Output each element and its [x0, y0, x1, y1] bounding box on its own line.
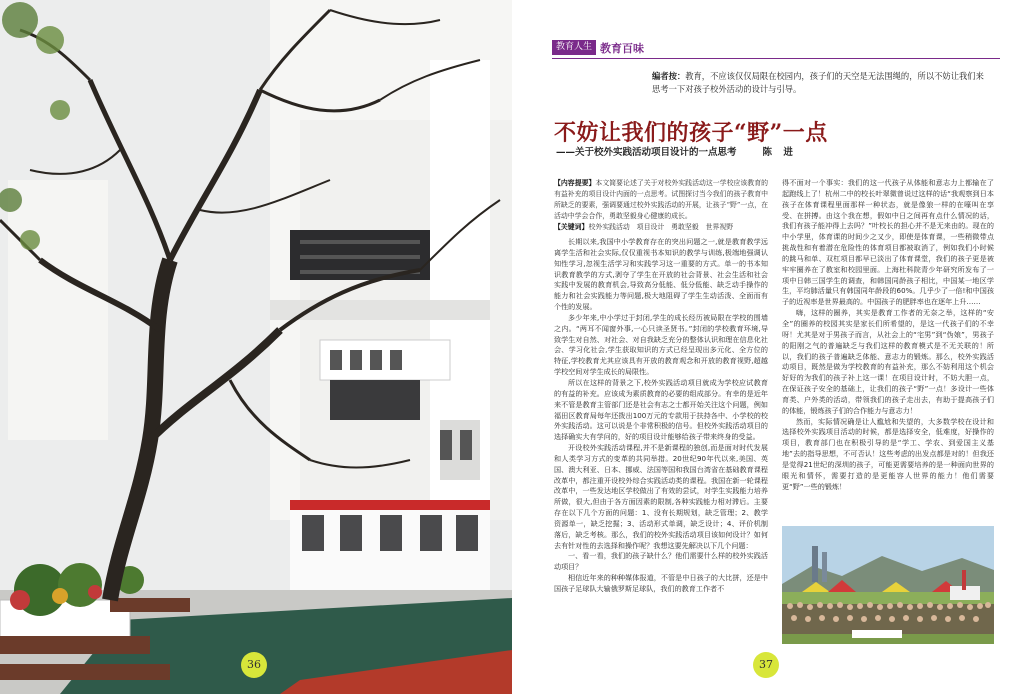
column-tag — [552, 40, 644, 55]
author-name: 陈 进 — [762, 147, 797, 158]
column-tag-secondary: 教育百味 — [600, 41, 645, 55]
abstract-text: 本文简要论述了关于对校外实践活动这一学校应该教育的有益补充的项目设计内面的一点思考。试图探讨当今我们的孩子教育中所缺乏的要素，强调要通过校外实践活动的开展，让孩子“野”一点，在活动中学会合作，勇敢坚毅身心健康的成长。 — [554, 179, 768, 220]
group-outing-photo — [782, 526, 994, 644]
subtitle-text: ——关于校外实践活动项目设计的一点思考 — [556, 147, 737, 158]
body-paragraph: 得不面对一个事实：我们的这一代孩子从体能和意志力上都输在了起跑线上了！杭州二中的校长叶翠微曾说过这样的话“我观察到日本孩子在体育课程里面那样一种状态，就是像狼一样的在嚎叫在享受、在拼搏。由这个我在想，假如中日之间再有点什么情况的话，我们有孩子能冲得上去吗？”叶校长的担心并不是无来由的。现在的中小学里，体育课的时间少之又少，即使是体育课，一些稍微带点挑战性和有着潜在危险性的体育项目都被取消了，例如我们小时候的跳马和单、双杠项目都早已淡出了体育课堂，我们的孩子更是被牢牢圈养在了教室和校园里面。上海杜科院青少年研究所发布了一项中日韩三国学生的调查，和韩国同龄孩子相比，中国某一地区学生，平均肺活量只有韩国同年龄段的60%。几乎少了一倍!和中国孩子的近视率是世界最高的。中国孩子的肥胖率也在逐年上升…… — [782, 178, 994, 307]
header-divider — [552, 58, 1000, 59]
page-number-right: 37 — [753, 652, 779, 678]
page-number-left: 36 — [241, 652, 267, 678]
keywords-label: 【关键词】 — [554, 223, 589, 231]
keywords-text: 校外实践活动 项目设计 勇敢坚毅 世界视野 — [588, 223, 734, 231]
body-paragraph: 开设校外实践活动课程,并不是新课程的独创,而是面对时代发展和人类学习方式的变革的共同举措。20世纪90年代以来,美国、英国、澳大利亚、日本、挪威、法国等国和我国台湾省在基础教育课程改革中，都注重开设校外综合实践活动类的课程。我国在新一轮课程改革中，一些发达地区学校做出了有效的尝试，对学生实践能力培养所做，很大,但由于各方面因素的限制,各种实践能力相对滞后。主要存在以下几个方面的问题：1、没有长期规划，缺乏管理；2、教学资源单一，缺乏挖掘；3、活动形式单调，缺乏设计；4、评价机制落后，缺乏考核。那么，我们的校外实践活动项目该如何设计？如何去有针对性的去选择和操作呢？我想这要先解决以下几个问题： — [554, 443, 768, 550]
abstract-label: 【内容提要】 — [554, 179, 596, 187]
abstract — [554, 178, 768, 222]
article-page — [512, 0, 1024, 694]
body-column-left — [554, 178, 768, 595]
body-paragraph: 所以在这样的背景之下,校外实践活动项目就成为学校应试教育的有益的补充。应该成为素质教育的必要的组成部分。有幸的是近年来不管是教育主管部门还是社会有志之士都开始关注这个问题，例如福田区教育局每年还拨出100万元的专款用于扶持各中、小学校的校外实践活动。这可以说是个非常积极的信号。但校外实践活动项目的选择确实大有学问的，好的项目设计能够给孩子带来终身的受益。 — [554, 377, 768, 442]
body-column-right — [782, 178, 994, 492]
body-paragraph: 然而，实际情况确是让人尴尬和失望的，大多数学校在设计和选择校外实践项目活动的时候，都是选择安全，低难度，好操作的项目，教育部门也在积极引导的是“学工、学农、到爱国主义基地”去的指导思想，不可否认！这些考虑的出发点都是对的！但我还是觉得21世纪的深圳的孩子，可能更需要培养的是一种面向世界的眼光和情怀，需要打造的是更能容人世界的能力！他们需要更“野”一些的锻炼！ — [782, 416, 994, 491]
body-paragraph: 多少年来,中小学过于封闭,学生的成长经历被局限在学校的围墙之内。“两耳不闻窗外事,一心只读圣贤书。”封闭的学校教育环境,导致学生对自然、对社会、对自我缺乏充分的整体认识和理在信息化社会、学习化社会,学生获取知识的方式已经呈现出多元化、全方位的特征,学校教育尤其应该具有开放的教育观念和开放的教育视野,超越学校空间对学生成长的局限性。 — [554, 312, 768, 377]
column-tag-primary: 教育人生 — [552, 40, 596, 55]
editor-note-text: 教育，不应该仅仅局限在校园内，孩子们的天空是无法围绳的，所以不妨让我们来思考一下对孩子校外活动的设计与引导。 — [652, 71, 984, 94]
outing-illustration — [782, 526, 994, 644]
body-paragraph: 一、看一看，我们的孩子缺什么？他们需要什么样的校外实践活动项目？ — [554, 551, 768, 572]
editor-note-label: 编者按： — [652, 71, 686, 81]
body-paragraph: 嗨，这样的圈养，其实是教育工作者的无奈之举，这样的“安全”的圈养的校园其实是家长们所希望的，是这一代孩子们的不幸呀！尤其是对于男孩子而言，从社会上的“宅男”到“伪娘”，男孩子的阳刚之气的普遍缺乏与我们这样的教育模式是不无关联的！所以，我们的孩子普遍缺乏体能、意志力的锻炼。那么，校外实践活动项目，既然是做为学校教育的有益补充，那么不妨利用这个机会好好的为我们的孩子补上这一课！在项目设计时，不妨大胆一点，在保证孩子安全的基础上，让我们的孩子“野”一点！多设计一些体育类、户外类的活动，带领我们的孩子走出去，有助于提高孩子们的体能，锻炼孩子们的合作能力与意志力！ — [782, 308, 994, 415]
article-subtitle — [556, 144, 797, 158]
article-title: 不妨让我们的孩子“野”一点 — [554, 120, 828, 146]
body-paragraph: 长期以来,我国中小学教育存在的突出问题之一,就是教育教学远离学生活和社会实际,仅仅重视书本知识的教学与训练,极端地强调认知性学习,忽视生活学习和实践学习这一重要的方式。单一的书本知识教育教学的方式,剥夺了学生在开放的社会背景、社会生活和社会实践中发展的教育机会,导致高分低能、低分低能、缺乏动手操作的能力和社会实践能力等问题,极大地阻碍了学生生动活泼、全面而有个性的发展。 — [554, 237, 768, 312]
body-paragraph: 相信近年来的种种媒体报道，不管是中日孩子的大比拼，还是中国孩子足球队大输俄罗斯足球队，我们的教育工作者不 — [554, 573, 768, 593]
keywords — [554, 222, 768, 233]
editor-note — [652, 70, 988, 96]
